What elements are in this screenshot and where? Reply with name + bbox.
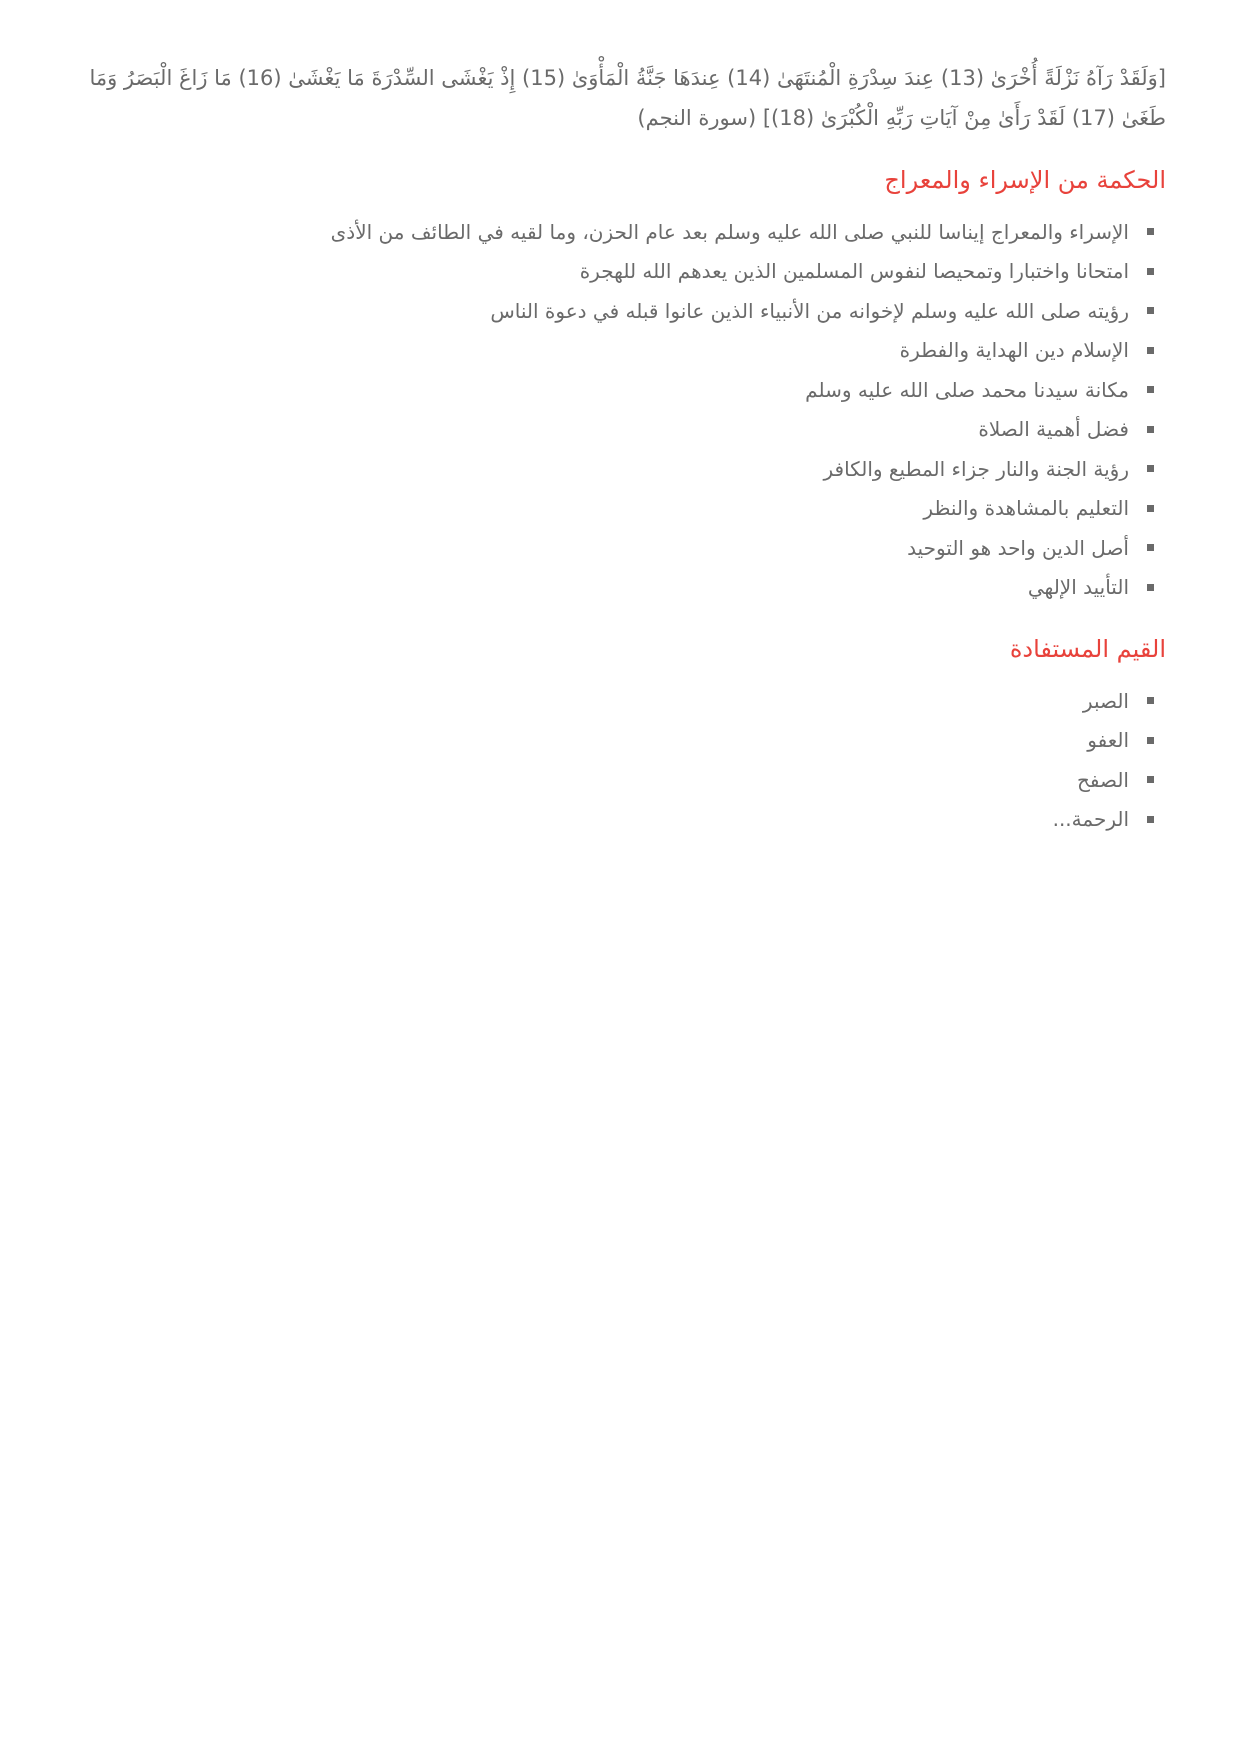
bullet-square-icon bbox=[1147, 386, 1154, 393]
bullet-square-icon bbox=[1147, 737, 1154, 744]
list-item bbox=[78, 212, 1154, 252]
list-item-text: التعليم بالمشاهدة والنظر bbox=[923, 496, 1129, 521]
document-page bbox=[78, 58, 1166, 839]
list-item-text: الصبر bbox=[1082, 688, 1129, 713]
bullet-square-icon bbox=[1147, 776, 1154, 783]
list-item bbox=[78, 370, 1154, 410]
bullet-square-icon bbox=[1147, 544, 1154, 551]
bullet-square-icon bbox=[1147, 584, 1154, 591]
bullet-square-icon bbox=[1147, 347, 1154, 354]
wisdom-heading: الحكمة من الإسراء والمعراج bbox=[884, 166, 1166, 194]
list-item-text: الصفح bbox=[1076, 767, 1129, 792]
bullet-square-icon bbox=[1147, 228, 1154, 235]
list-item-text: مكانة سيدنا محمد صلى الله عليه وسلم bbox=[805, 377, 1129, 402]
list-item-text: رؤيته صلى الله عليه وسلم لإخوانه من الأنبياء الذين عانوا قبله في دعوة الناس bbox=[490, 298, 1129, 323]
list-item bbox=[78, 528, 1154, 568]
list-item bbox=[78, 291, 1154, 331]
list-item-text: الإسراء والمعراج إيناسا للنبي صلى الله عليه وسلم بعد عام الحزن، وما لقيه في الطائف من الأذى bbox=[330, 219, 1129, 244]
list-item-text: فضل أهمية الصلاة bbox=[978, 417, 1129, 442]
values-list bbox=[78, 681, 1166, 839]
bullet-square-icon bbox=[1147, 465, 1154, 472]
list-item-text: العفو bbox=[1087, 728, 1129, 753]
list-item bbox=[78, 721, 1154, 761]
wisdom-list bbox=[78, 212, 1166, 607]
list-item-text: رؤية الجنة والنار جزاء المطيع والكافر bbox=[823, 456, 1129, 481]
list-item-text: الإسلام دين الهداية والفطرة bbox=[899, 338, 1129, 363]
bullet-square-icon bbox=[1147, 697, 1154, 704]
list-item-text: أصل الدين واحد هو التوحيد bbox=[907, 535, 1129, 560]
list-item bbox=[78, 252, 1154, 292]
list-item bbox=[78, 449, 1154, 489]
values-heading: القيم المستفادة bbox=[1009, 635, 1166, 663]
list-item bbox=[78, 760, 1154, 800]
list-item-text: امتحانا واختبارا وتمحيصا لنفوس المسلمين الذين يعدهم الله للهجرة bbox=[579, 259, 1129, 284]
list-item-text: التأييد الإلهي bbox=[1027, 575, 1129, 600]
quran-verse: [وَلَقَدْ رَآهُ نَزْلَةً أُخْرَىٰ (13) عِندَ سِدْرَةِ الْمُنتَهَىٰ (14) عِندَهَا جَنَّةُ الْمَأْوَىٰ (15) إِذْ يَغْشَى السِّدْرَةَ مَا يَغْشَىٰ (16) مَا زَاغَ الْبَصَرُ وَمَا طَغَىٰ (17) لَقَدْ رَأَىٰ مِنْ آيَاتِ رَبِّهِ الْكُبْرَىٰ (18)] (سورة النجم) bbox=[89, 66, 1166, 130]
list-item bbox=[78, 489, 1154, 529]
bullet-square-icon bbox=[1147, 426, 1154, 433]
list-item bbox=[78, 568, 1154, 608]
list-item-text: الرحمة... bbox=[1052, 807, 1129, 832]
bullet-square-icon bbox=[1147, 816, 1154, 823]
list-item bbox=[78, 681, 1154, 721]
bullet-square-icon bbox=[1147, 307, 1154, 314]
list-item bbox=[78, 410, 1154, 450]
bullet-square-icon bbox=[1147, 268, 1154, 275]
list-item bbox=[78, 331, 1154, 371]
list-item bbox=[78, 800, 1154, 840]
bullet-square-icon bbox=[1147, 505, 1154, 512]
